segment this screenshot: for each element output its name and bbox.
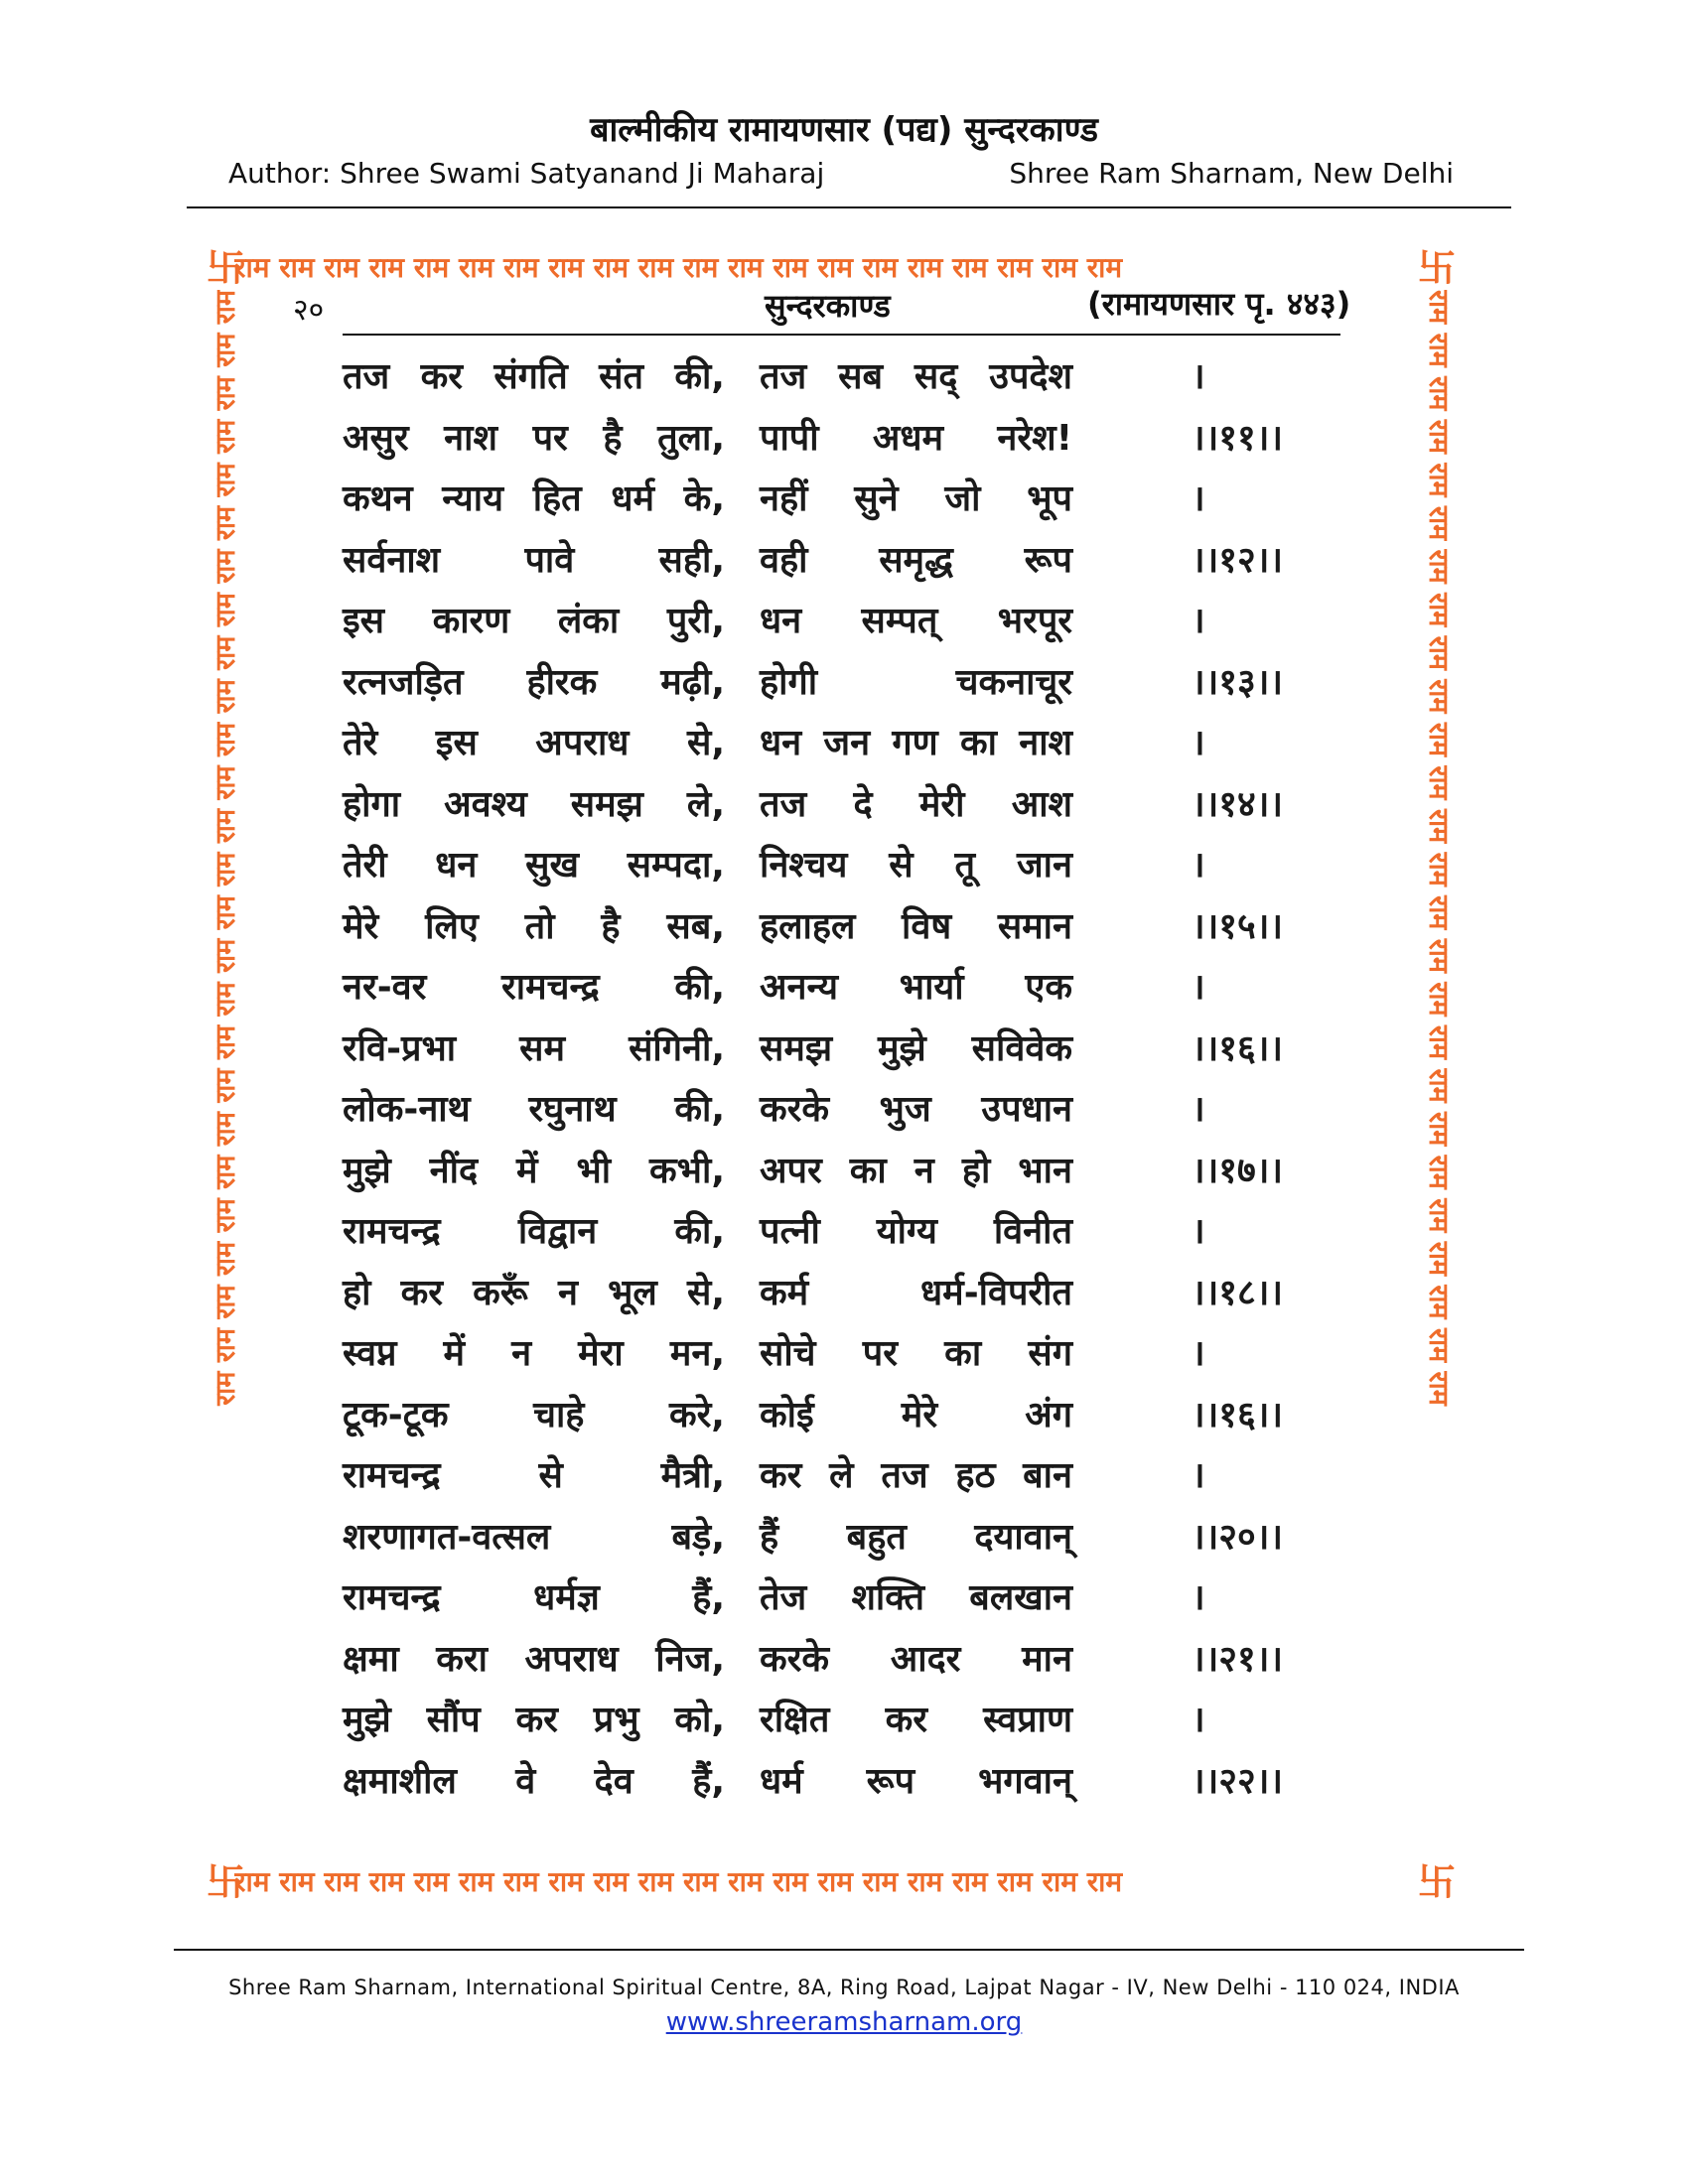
border-left: राम राम राम राम राम राम राम राम राम राम राम राम राम राम राम राम राम राम राम राम राम राम राम राम राम राम (211, 290, 241, 1406)
verse-right: हैं बहुत दयावान् (760, 1516, 1072, 1558)
verse-line (343, 1086, 1355, 1148)
verse-line (343, 964, 1355, 1025)
verse-line (343, 1330, 1355, 1392)
verse-line (343, 598, 1355, 659)
verse-left: रामचन्द्र धर्मज्ञ हैं, (343, 1577, 725, 1618)
verse-num: । (1192, 967, 1205, 1008)
border-bottom: राम राम राम राम राम राम राम राम राम राम राम राम राम राम राम राम राम राम राम राम (234, 1865, 1123, 1898)
verse-num: । (1192, 723, 1205, 763)
verse-list (343, 353, 1355, 1819)
border-right: राम राम राम राम राम राम राम राम राम राम राम राम राम राम राम राम राम राम राम राम राम राम राम राम राम राम (1423, 290, 1454, 1406)
verse-left: मुझे सौंप कर प्रभु को, (343, 1700, 725, 1740)
verse-num: ।।११।। (1192, 417, 1284, 459)
author-line: Author: Shree Swami Satyanand Ji Maharaj (228, 157, 825, 190)
verse-right: तज सब सद् उपदेश (760, 356, 1072, 397)
verse-num: ।।१२।। (1192, 539, 1284, 581)
header-divider (187, 206, 1511, 208)
verse-line (343, 1514, 1355, 1575)
verse-right: होगी चकनाचूर (760, 661, 1072, 703)
verse-right: पत्नी योग्य विनीत (760, 1211, 1072, 1252)
verse-left: क्षमा करा अपराध निज, (343, 1638, 725, 1680)
verse-num: । (1192, 601, 1205, 641)
verse-num: ।।१८।। (1192, 1272, 1284, 1313)
verse-right: अपर का न हो भान (760, 1150, 1072, 1191)
verse-num: । (1192, 1333, 1205, 1374)
verse-left: लोक-नाथ रघुनाथ की, (343, 1089, 725, 1130)
verse-right: तज दे मेरी आश (760, 783, 1072, 825)
document-title: बाल्मीकीय रामायणसार (पद्य) सुन्दरकाण्ड (590, 110, 1098, 150)
verse-line (343, 1270, 1355, 1331)
verse-right: अनन्य भार्या एक (760, 967, 1072, 1008)
verse-line (343, 1574, 1355, 1636)
page-reference: (रामायणसार पृ. ४४३) (1087, 285, 1351, 323)
verse-left: मुझे नींद में भी कभी, (343, 1150, 725, 1191)
verse-right: सोचे पर का संग (760, 1333, 1072, 1374)
verse-right: करके भुज उपधान (760, 1089, 1072, 1130)
verse-left: असुर नाश पर है तुला, (343, 417, 725, 459)
border-top: राम राम राम राम राम राम राम राम राम राम राम राम राम राम राम राम राम राम राम राम (234, 251, 1123, 284)
verse-right: वही समृद्ध रूप (760, 539, 1072, 581)
verse-left: रवि-प्रभा सम संगिनी, (343, 1027, 725, 1069)
swastik-icon-bottom-right: 卐 (1418, 1860, 1457, 1904)
swastik-icon-top-right: 卐 (1418, 246, 1457, 290)
verse-line (343, 1697, 1355, 1758)
verse-right: नहीं सुने जो भूप (760, 478, 1072, 519)
verse-line (343, 720, 1355, 781)
publisher-line: Shree Ram Sharnam, New Delhi (1009, 157, 1454, 190)
verse-line (343, 1208, 1355, 1270)
verse-line (343, 659, 1355, 721)
verse-left: तेरी धन सुख सम्पदा, (343, 845, 725, 886)
verse-num: ।।१३।। (1192, 661, 1284, 703)
kand-heading: सुन्दरकाण्ड (765, 287, 891, 325)
verse-left: हो कर करूँ न भूल से, (343, 1272, 725, 1313)
verse-num: । (1192, 1700, 1205, 1740)
verse-line (343, 842, 1355, 903)
verse-left: सर्वनाश पावे सही, (343, 539, 725, 581)
verse-left: तज कर संगति संत की, (343, 356, 725, 397)
verse-right: तेज शक्ति बलखान (760, 1577, 1072, 1618)
verse-line (343, 1392, 1355, 1453)
verse-num: । (1192, 845, 1205, 886)
verse-right: समझ मुझे सविवेक (760, 1027, 1072, 1069)
verse-num: ।।१७।। (1192, 1150, 1284, 1191)
verse-line (343, 353, 1355, 415)
footer-address: Shree Ram Sharnam, International Spiritual Centre, 8A, Ring Road, Lajpat Nagar - IV, New Delhi - 110 024, INDIA (228, 1976, 1460, 1999)
verse-line (343, 1148, 1355, 1209)
inner-divider (343, 334, 1340, 336)
verse-left: शरणागत-वत्सल बड़े, (343, 1516, 725, 1558)
swastik-icon-top-left: 卐 (207, 246, 245, 290)
verse-right: धन जन गण का नाश (760, 723, 1072, 763)
verse-line (343, 476, 1355, 537)
verse-right: करके आदर मान (760, 1638, 1072, 1680)
verse-num: । (1192, 356, 1205, 397)
verse-left: नर-वर रामचन्द्र की, (343, 967, 725, 1008)
verse-right: हलाहल विष समान (760, 905, 1072, 947)
verse-right: रक्षित कर स्वप्राण (760, 1700, 1072, 1740)
verse-right: धन सम्पत् भरपूर (760, 601, 1072, 641)
verse-right: पापी अधम नरेश! (760, 417, 1072, 459)
verse-left: रत्नजड़ित हीरक मढ़ी, (343, 661, 725, 703)
verse-num: । (1192, 1577, 1205, 1618)
verse-num: । (1192, 1089, 1205, 1130)
verse-num: ।।१६।। (1192, 1027, 1284, 1069)
verse-line (343, 415, 1355, 477)
verse-line (343, 537, 1355, 599)
verse-left: मेरे लिए तो है सब, (343, 905, 725, 947)
verse-left: इस कारण लंका पुरी, (343, 601, 725, 641)
verse-right: कर ले तज हठ बान (760, 1455, 1072, 1496)
verse-line (343, 1758, 1355, 1820)
verse-num: ।।२१।। (1192, 1638, 1284, 1680)
verse-left: रामचन्द्र से मैत्री, (343, 1455, 725, 1496)
verse-num: ।।२२।। (1192, 1760, 1284, 1802)
verse-left: रामचन्द्र विद्वान की, (343, 1211, 725, 1252)
verse-left: तेरे इस अपराध से, (343, 723, 725, 763)
verse-line (343, 1025, 1355, 1087)
verse-num: ।।१५।। (1192, 905, 1284, 947)
footer-divider (174, 1949, 1524, 1951)
verse-line (343, 781, 1355, 843)
verse-line (343, 1452, 1355, 1514)
verse-left: स्वप्न में न मेरा मन, (343, 1333, 725, 1374)
verse-left: होगा अवश्य समझ ले, (343, 783, 725, 825)
verse-left: कथन न्याय हित धर्म के, (343, 478, 725, 519)
verse-num: । (1192, 478, 1205, 519)
verse-line (343, 903, 1355, 965)
verse-right: कोई मेरे अंग (760, 1394, 1072, 1435)
verse-num: ।।१६।। (1192, 1394, 1284, 1435)
swastik-icon-bottom-left: 卐 (207, 1860, 245, 1904)
verse-num: । (1192, 1455, 1205, 1496)
verse-left: क्षमाशील वे देव हैं, (343, 1760, 725, 1802)
verse-num: । (1192, 1211, 1205, 1252)
verse-num: ।।१४।। (1192, 783, 1284, 825)
page-number: २० (293, 293, 325, 328)
verse-left: टूक-टूक चाहे करे, (343, 1394, 725, 1435)
verse-num: ।।२०।। (1192, 1516, 1284, 1558)
verse-right: निश्चय से तू जान (760, 845, 1072, 886)
verse-line (343, 1636, 1355, 1698)
verse-right: कर्म धर्म-विपरीत (760, 1272, 1072, 1313)
footer-website-link[interactable]: www.shreeramsharnam.org (665, 2007, 1023, 2037)
verse-right: धर्म रूप भगवान् (760, 1760, 1072, 1802)
